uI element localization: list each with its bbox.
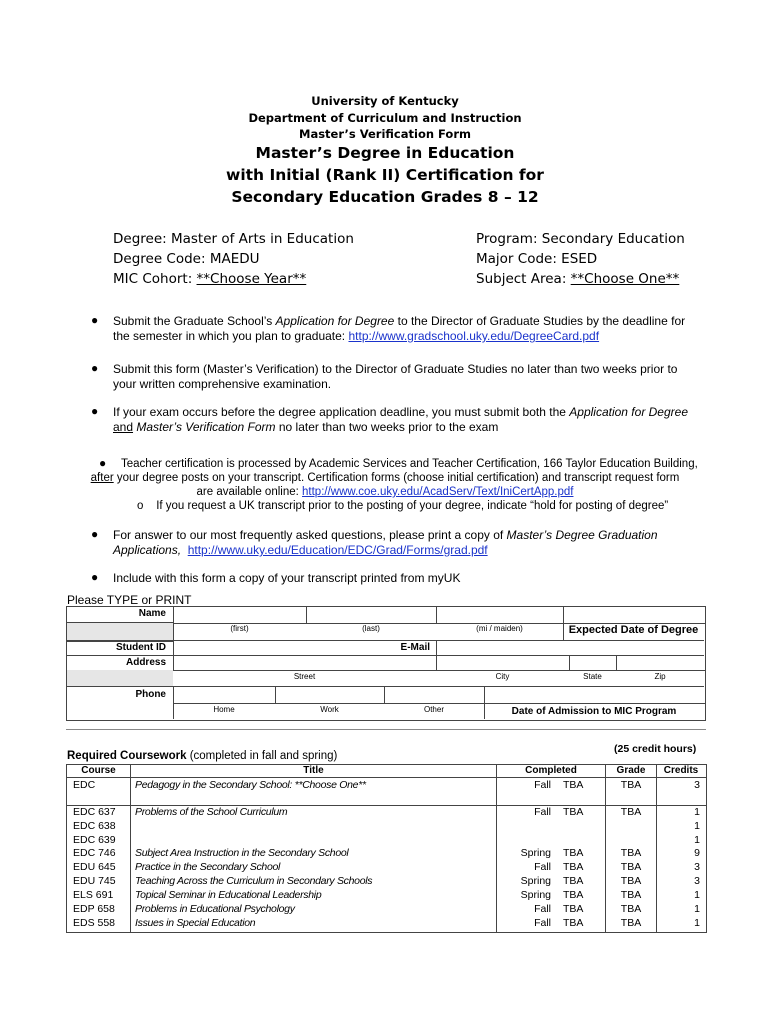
course-title: Pedagogy in the Secondary School: **Choose One** — [135, 779, 366, 791]
major-code: Major Code: ESED — [476, 251, 598, 267]
course-credits: 1 — [694, 820, 700, 832]
completed-term: Spring — [520, 875, 551, 887]
separator — [66, 729, 706, 730]
course-grade: TBA — [620, 903, 642, 915]
name-label: Name — [138, 608, 166, 619]
course-credits: 3 — [694, 875, 700, 887]
zip-caption: Zip — [654, 672, 666, 681]
subject-select[interactable]: **Choose One** — [570, 271, 680, 287]
form-name: Master’s Verification Form — [299, 127, 471, 141]
course-grade: TBA — [620, 889, 642, 901]
course-code: EDC — [73, 779, 96, 791]
city-caption: City — [495, 672, 510, 681]
title-line-2: with Initial (Rank II) Certification for — [226, 166, 544, 184]
completed-status: TBA — [563, 806, 584, 818]
course-credits: 1 — [694, 903, 700, 915]
course-title: Practice in the Secondary School — [135, 861, 281, 873]
expected-date-label: Expected Date of Degree — [568, 624, 699, 636]
title-line-3: Secondary Education Grades 8 – 12 — [231, 188, 539, 206]
instruction-4-sub: o If you request a UK transcript prior to the posting of your degree, indicate “hold for posting of degree” — [137, 500, 669, 512]
course-credits: 3 — [694, 779, 700, 791]
student-id-label: Student ID — [116, 642, 166, 653]
last-name-input[interactable] — [306, 606, 437, 624]
completed-term: Spring — [520, 847, 551, 859]
instruction-4: ● Teacher certification is processed by Academic Services and Teacher Certification, 166 Taylor Education Building, — [99, 456, 698, 470]
cohort-select[interactable]: **Choose Year** — [196, 271, 307, 287]
completed-term: Spring — [520, 889, 551, 901]
course-title: Topical Seminar in Educational Leadership — [135, 889, 322, 901]
subject-area: Subject Area: **Choose One** — [476, 271, 680, 287]
state-caption: State — [583, 672, 602, 681]
type-or-print: Please TYPE or PRINT — [67, 593, 192, 607]
course-code: EDU 745 — [73, 875, 116, 887]
other-caption: Other — [423, 705, 444, 714]
completed-term: Fall — [534, 903, 551, 915]
university-name: University of Kentucky — [311, 94, 459, 108]
completed-status: TBA — [563, 779, 584, 791]
mi-caption: (mi / maiden) — [476, 624, 523, 633]
street-input[interactable] — [173, 655, 437, 671]
cert-app-link[interactable]: http://www.coe.uky.edu/AcadServ/Text/IniCertApp.pdf — [302, 486, 574, 498]
course-code: ELS 691 — [73, 889, 114, 901]
course-code: EDP 658 — [73, 903, 115, 915]
degree-card-link[interactable]: http://www.gradschool.uky.edu/DegreeCard.pdf — [348, 329, 600, 343]
home-caption: Home — [213, 705, 235, 714]
course-title: Teaching Across the Curriculum in Secondary Schools — [135, 875, 373, 887]
other-phone-input[interactable] — [384, 686, 485, 704]
work-phone-input[interactable] — [275, 686, 385, 704]
completed-status: TBA — [563, 861, 584, 873]
course-credits: 9 — [694, 847, 700, 859]
course-code: EDC 639 — [73, 834, 116, 846]
instruction-6: ● Include with this form a copy of your transcript printed from myUK — [91, 570, 461, 585]
course-credits: 1 — [694, 806, 700, 818]
course-title: Subject Area Instruction in the Secondary School — [135, 847, 349, 859]
grad-forms-link[interactable]: http://www.uky.edu/Education/EDC/Grad/Forms/grad.pdf — [187, 543, 488, 557]
completed-term: Fall — [534, 917, 551, 929]
course-grade: TBA — [620, 861, 642, 873]
credit-hours: (25 credit hours) — [614, 743, 697, 755]
course-code: EDC 638 — [73, 820, 116, 832]
course-grade: TBA — [620, 917, 642, 929]
instruction-1: ● Submit the Graduate School’s Application for Degree to the Director of Graduate Studies by the deadline for the semester in which you plan to graduate: http://www.gradschool.uky.edu/DegreeCard.pdf — [91, 313, 686, 343]
instruction-4-cont: after your degree posts on your transcript. Certification forms (choose initial certification) and transcript request form — [90, 472, 680, 484]
last-caption: (last) — [362, 624, 380, 633]
completed-term: Fall — [534, 861, 551, 873]
mi-input[interactable] — [436, 606, 564, 624]
course-credits: 1 — [694, 834, 700, 846]
first-caption: (first) — [230, 624, 249, 633]
course-credits: 1 — [694, 889, 700, 901]
course-title: Problems in Educational Psychology — [135, 903, 295, 915]
instruction-3: ● If your exam occurs before the degree application deadline, you must submit both the Application for Degree and Master’s Verification Form no later than two weeks prior to the exam — [91, 404, 688, 434]
degree-code: Degree Code: MAEDU — [113, 251, 260, 267]
course-grade: TBA — [620, 779, 642, 791]
mic-cohort: MIC Cohort: **Choose Year** — [113, 271, 307, 287]
course-title: Problems of the School Curriculum — [135, 806, 288, 818]
completed-status: TBA — [563, 917, 584, 929]
home-phone-input[interactable] — [173, 686, 276, 704]
admission-date-label: Date of Admission to MIC Program — [511, 706, 677, 717]
expected-date-input[interactable] — [563, 606, 705, 624]
header-title: Title — [303, 765, 324, 776]
course-code: EDC 637 — [73, 806, 116, 818]
phone-label: Phone — [135, 689, 166, 700]
program-label: Program: Secondary Education — [476, 231, 685, 247]
completed-status: TBA — [563, 847, 584, 859]
work-caption: Work — [320, 705, 339, 714]
zip-input[interactable] — [616, 655, 705, 671]
instruction-2: ● Submit this form (Master’s Verification) to the Director of Graduate Studies no later than two weeks prior to your written comprehensive examination. — [91, 361, 678, 391]
course-code: EDS 558 — [73, 917, 116, 929]
header-credits: Credits — [663, 765, 699, 776]
address-label: Address — [125, 657, 166, 668]
admission-date-input[interactable] — [484, 686, 705, 704]
header-course: Course — [81, 765, 116, 776]
header-grade: Grade — [616, 765, 646, 776]
course-grade: TBA — [620, 806, 642, 818]
first-name-input[interactable] — [173, 606, 307, 624]
course-code: EDC 746 — [73, 847, 116, 859]
department-name: Department of Curriculum and Instruction — [248, 111, 522, 125]
completed-status: TBA — [563, 889, 584, 901]
coursework-title: Required Coursework (completed in fall and spring) — [67, 750, 338, 762]
title-line-1: Master’s Degree in Education — [255, 144, 515, 162]
completed-status: TBA — [563, 875, 584, 887]
degree-label: Degree: Master of Arts in Education — [113, 231, 354, 247]
email-input[interactable] — [436, 640, 705, 655]
completed-term: Fall — [534, 779, 551, 791]
email-label: E-Mail — [400, 642, 430, 653]
state-input[interactable] — [569, 655, 617, 671]
completed-term: Fall — [534, 806, 551, 818]
course-title: Issues in Special Education — [135, 917, 256, 929]
instruction-5: ● For answer to our most frequently asked questions, please print a copy of Master’s Degree Graduation Applications, http://www.uky.edu/Education/EDC/Grad/Forms/grad.pdf — [91, 527, 658, 557]
course-grade: TBA — [620, 875, 642, 887]
instruction-4-links: are available online: http://www.coe.uky.edu/AcadServ/Text/IniCertApp.pdf — [196, 486, 574, 498]
completed-status: TBA — [563, 903, 584, 915]
course-credits: 1 — [694, 917, 700, 929]
course-code: EDU 645 — [73, 861, 116, 873]
street-caption: Street — [293, 672, 316, 681]
city-input[interactable] — [436, 655, 570, 671]
course-grade: TBA — [620, 847, 642, 859]
header-completed: Completed — [525, 765, 577, 776]
course-credits: 3 — [694, 861, 700, 873]
